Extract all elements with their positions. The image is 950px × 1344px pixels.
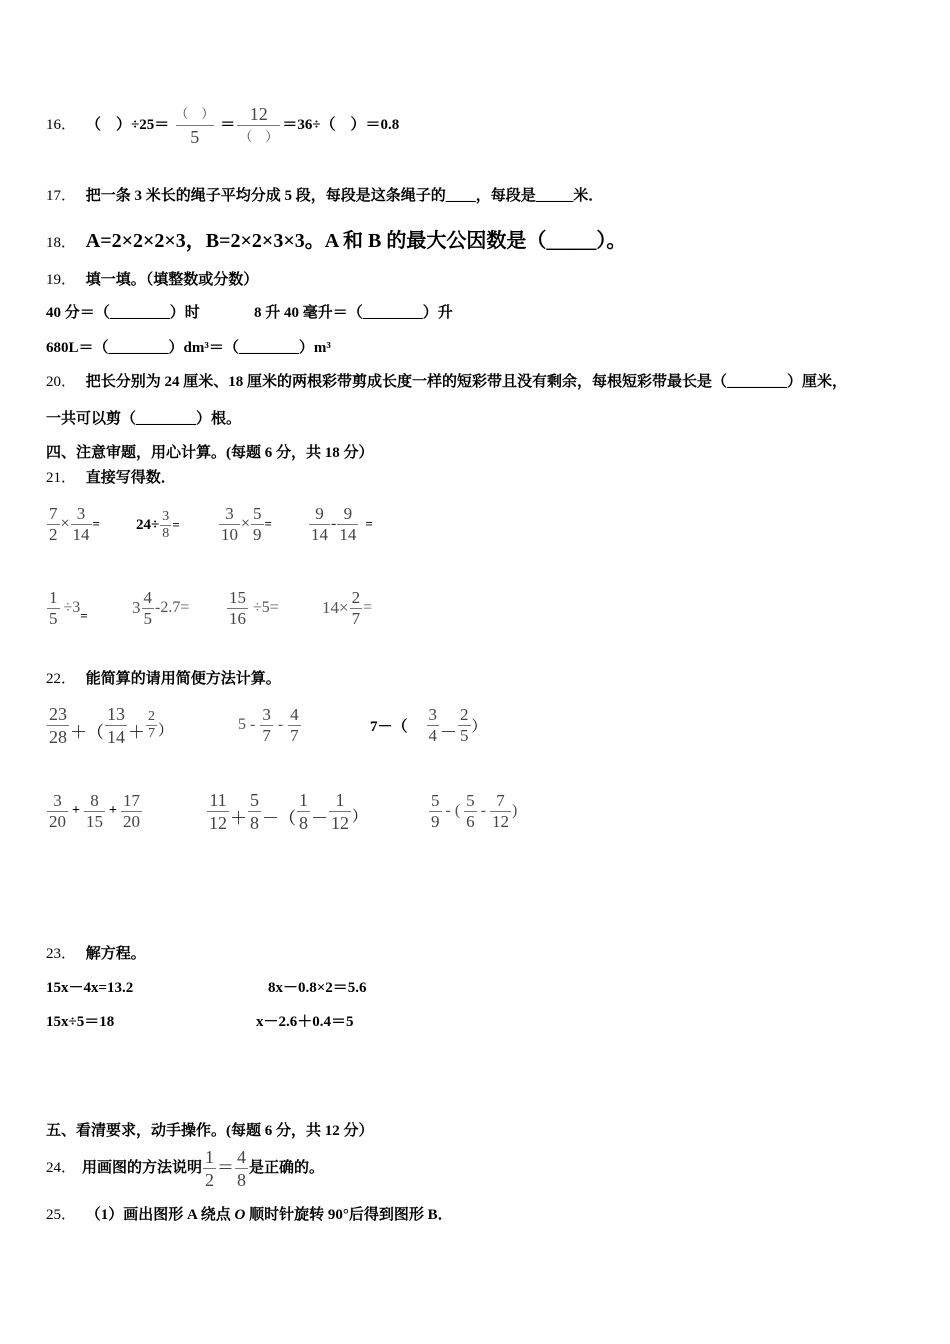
q21-expr-1 xyxy=(46,502,100,546)
prefix: 7－（ xyxy=(370,719,408,735)
question-text: 把一条 3 米长的绳子平均分成 5 段，每段是这条绳子的____，每段是_____米． xyxy=(85,188,604,204)
question-text: （1）画出图形 A 绕点 xyxy=(85,1207,235,1223)
q19-item-3: 680L＝（________）dm³＝（________）m³ xyxy=(46,340,331,356)
operator: × xyxy=(241,515,251,532)
operator: ＋ xyxy=(128,723,145,742)
tail-text: ＝36÷（ ）＝0.8 xyxy=(282,117,400,133)
question-text-line1: 把长分别为 24 厘米、18 厘米的两根彩带剪成长度一样的短彩带且没有剩余，每根短彩带最长是（________）厘米， xyxy=(85,374,848,390)
fraction: $\frac{8}{15}$ xyxy=(85,790,103,831)
operator: + xyxy=(72,803,80,818)
operator: ＋（ xyxy=(70,723,104,742)
paren: ） xyxy=(471,719,487,735)
fraction: $\frac{1}{12}$ xyxy=(331,789,349,833)
point-label: O xyxy=(234,1207,246,1223)
operator: - xyxy=(277,716,284,733)
q19-item-2: 8 升 40 毫升＝（________）升 xyxy=(254,305,453,321)
q21-expr-5 xyxy=(46,586,88,630)
fraction: $\frac{3}{4}$ xyxy=(428,704,438,745)
fraction: $\frac{11}{12}$ xyxy=(209,789,227,833)
operation: ÷5= xyxy=(253,599,279,616)
question-24 xyxy=(46,1146,324,1190)
operation: ÷3 xyxy=(63,599,81,616)
q22-expr-5 xyxy=(206,788,367,834)
operator: － xyxy=(311,809,328,828)
equation-2: 8x－0.8×2＝5.6 xyxy=(268,980,367,996)
operation: -2.7= xyxy=(155,599,190,616)
equals: = xyxy=(80,608,88,623)
fraction: $\frac{2}{7}$ xyxy=(351,587,361,628)
fraction: $\frac{3}{10}$ xyxy=(221,503,238,544)
section-4-title: 四、注意审题，用心计算。(每题 6 分，共 18 分） xyxy=(46,445,374,461)
section-5-title: 五、看清要求，动手操作。(每题 6 分，共 12 分） xyxy=(46,1123,374,1139)
fraction: $\frac{9}{14}$ xyxy=(311,503,328,544)
q21-expr-3 xyxy=(218,502,272,546)
q21-expr-2 xyxy=(136,504,180,546)
equals: = xyxy=(365,516,373,531)
equals: = xyxy=(264,516,272,531)
question-19 xyxy=(46,270,258,290)
operator: －（ xyxy=(262,809,296,828)
operator: - ( xyxy=(445,802,461,819)
fraction: $\frac{23}{28}$ xyxy=(49,703,67,747)
fraction: $\frac{1}{5}$ xyxy=(49,587,58,628)
fraction: $\frac{2}{5}$ xyxy=(460,704,469,745)
paren: ) xyxy=(511,802,518,819)
question-text-end: 是正确的。 xyxy=(249,1160,325,1176)
prefix: 24÷ xyxy=(136,517,160,533)
question-text: A=2×2×2×3，B=2×2×3×3。A 和 B 的最大公因数是（_____）。 xyxy=(85,230,627,252)
question-20-line2: 一共可以剪（________）根。 xyxy=(46,411,242,427)
operator: － xyxy=(440,723,458,742)
fraction: $\frac{1}{2}$ xyxy=(205,1146,215,1190)
question-25 xyxy=(46,1205,453,1225)
q22-expr-1 xyxy=(46,702,173,748)
q21-expr-7 xyxy=(226,586,279,630)
fraction: $\frac{4}{7}$ xyxy=(290,704,299,745)
question-number: 17． xyxy=(46,188,77,204)
equation-3: 15x÷5＝18 xyxy=(46,1014,115,1030)
question-number: 22． xyxy=(46,671,77,687)
equation-1: 15x－4x=13.2 xyxy=(46,980,134,996)
fraction: $\frac{3}{20}$ xyxy=(49,790,66,831)
question-number: 16． xyxy=(46,117,77,133)
equation-4: x－2.6＋0.4＝5 xyxy=(256,1014,354,1030)
question-18 xyxy=(46,228,626,257)
question-number: 20． xyxy=(46,374,77,390)
question-21 xyxy=(46,468,176,488)
fraction: $\frac{3}{7}$ xyxy=(262,704,271,745)
operator: + xyxy=(108,803,117,818)
fraction: $\frac{5}{9}$ xyxy=(431,790,440,831)
equals: = xyxy=(363,599,373,616)
q19-item-1: 40 分＝（________）时 xyxy=(46,305,200,321)
fraction: $\frac{13}{14}$ xyxy=(107,703,125,747)
fraction: $\frac{7}{2}$ xyxy=(49,503,58,544)
fraction: $\frac{15}{16}$ xyxy=(229,587,246,628)
paren: ） xyxy=(352,809,368,825)
question-number: 21． xyxy=(46,470,77,486)
equals: ＝ xyxy=(220,117,236,133)
prefix: 5 - xyxy=(238,716,256,733)
question-title: 解方程。 xyxy=(85,946,146,962)
question-22 xyxy=(46,669,281,689)
q22-expr-4 xyxy=(46,788,143,834)
q22-expr-3 xyxy=(370,702,487,748)
equals: = xyxy=(92,516,100,531)
fraction: $\frac{4}{8}$ xyxy=(237,1146,247,1190)
prefix: 14× xyxy=(322,598,349,617)
q21-expr-4 xyxy=(308,502,373,546)
operator: ＋ xyxy=(230,809,247,828)
fraction: $\frac{7}{12}$ xyxy=(491,790,509,831)
blank: （ ） xyxy=(86,117,132,133)
fraction: $\frac{3}{8}$ xyxy=(162,508,170,541)
question-23 xyxy=(46,944,146,964)
fraction: $\frac{5}{6}$ xyxy=(466,790,475,831)
operator: - xyxy=(480,802,486,819)
question-number: 19． xyxy=(46,272,77,288)
fraction: $\frac{12}{( )}$ xyxy=(237,104,280,147)
question-text-end: 顺时针旋转 90°后得到图形 B． xyxy=(245,1207,453,1223)
fraction: $\frac{5}{8}$ xyxy=(250,789,259,833)
question-number: 23． xyxy=(46,946,77,962)
question-16 xyxy=(46,100,399,150)
question-number: 24． xyxy=(46,1160,77,1176)
question-20 xyxy=(46,372,847,392)
question-title: 填一填。（填整数或分数） xyxy=(85,272,259,288)
operator: × xyxy=(60,515,70,532)
equals: = xyxy=(172,517,180,532)
question-text: 用画图的方法说明 xyxy=(82,1160,203,1176)
q21-expr-6 xyxy=(132,586,189,630)
q21-expr-8 xyxy=(322,586,372,630)
fraction: $\frac{9}{14}$ xyxy=(339,503,357,544)
question-title: 能简算的请用简便方法计算。 xyxy=(85,671,281,687)
fraction: $\frac{4}{5}$ xyxy=(143,587,152,628)
divide-text: ÷25＝ xyxy=(131,117,170,133)
whole-number: 3 xyxy=(132,598,141,617)
question-title: 直接写得数． xyxy=(85,470,176,486)
fraction: $\frac{2}{7}$ xyxy=(148,708,155,741)
question-number: 18． xyxy=(46,235,77,251)
q22-expr-6 xyxy=(428,788,517,834)
question-number: 25． xyxy=(46,1207,77,1223)
q22-expr-2 xyxy=(238,702,302,748)
fraction: $\frac{17}{20}$ xyxy=(122,790,140,831)
fraction: $\frac{( )}{5}$ xyxy=(175,105,215,147)
fraction: $\frac{1}{8}$ xyxy=(299,789,308,833)
fraction: $\frac{3}{14}$ xyxy=(72,503,90,544)
equals: ＝ xyxy=(217,1158,235,1177)
fraction: $\frac{5}{9}$ xyxy=(253,503,262,544)
paren: ） xyxy=(158,723,174,739)
operator: - xyxy=(331,515,337,532)
question-17 xyxy=(46,186,603,206)
